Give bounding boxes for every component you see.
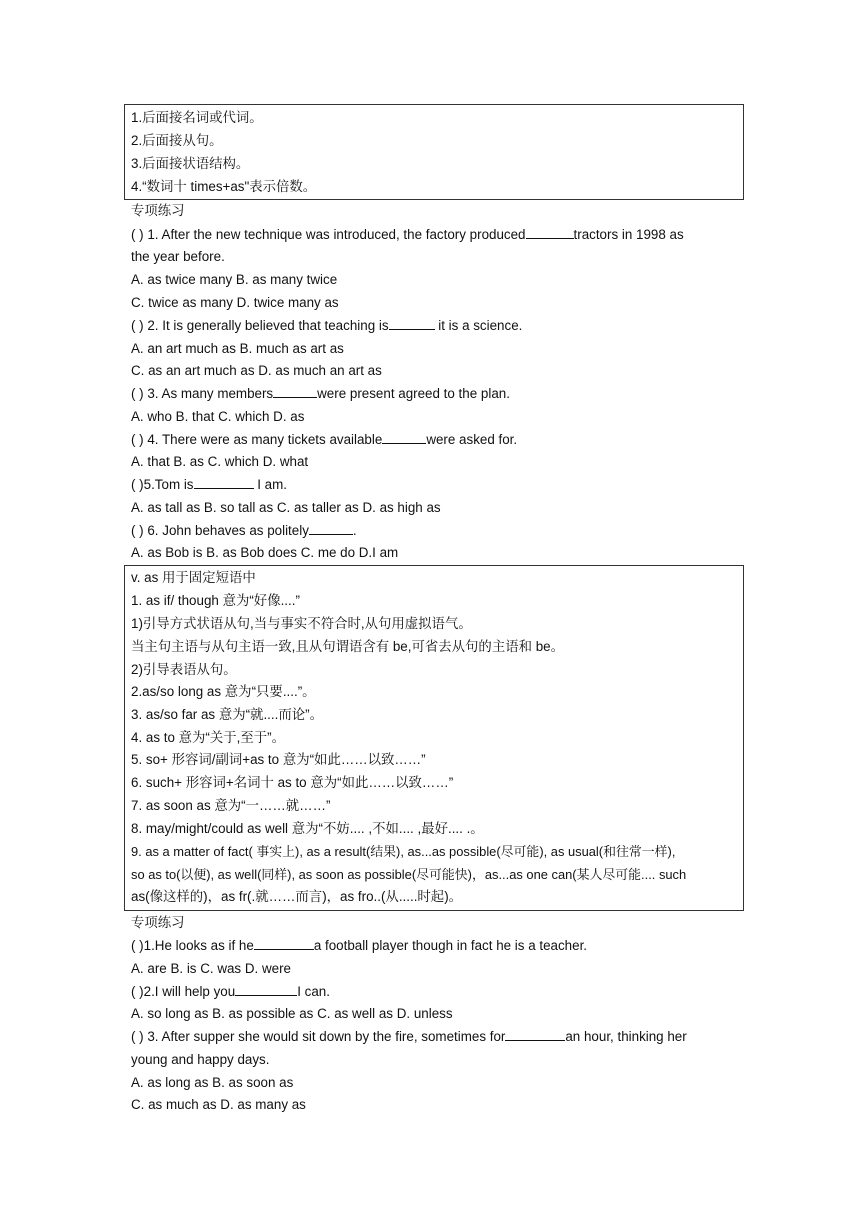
question-text: ( ) 3. As many members bbox=[131, 386, 274, 401]
options-line: C. as much as D. as many as bbox=[131, 1097, 306, 1112]
options-line: A. as Bob is B. as Bob does C. me do D.I am bbox=[131, 545, 399, 560]
rule-line: 8. may/might/could as well 意为“不妨.... ,不如.... ,最好.... .。 bbox=[131, 821, 484, 836]
question-1 bbox=[131, 225, 684, 245]
question-text: an hour, thinking her bbox=[565, 1029, 687, 1044]
section-heading: 专项练习 bbox=[131, 915, 185, 930]
rule-line: 5. so+ 形容词/副词+as to 意为“如此……以致……” bbox=[131, 752, 426, 767]
options-line: A. that B. as C. which D. what bbox=[131, 454, 309, 469]
rule-line: 3.后面接状语结构。 bbox=[131, 156, 250, 171]
question-text: . bbox=[352, 523, 357, 538]
options-line: A. as tall as B. so tall as C. as taller as D. as high as bbox=[131, 500, 441, 515]
answer-blank bbox=[382, 431, 426, 444]
question-text: were present agreed to the plan. bbox=[317, 386, 510, 401]
question-2 bbox=[131, 316, 522, 336]
options-line: C. as an art much as D. as much an art as bbox=[131, 363, 382, 378]
rule-line: 4.“数词十 times+as"表示倍数。 bbox=[131, 179, 317, 194]
answer-blank bbox=[309, 522, 353, 535]
question-text: I am. bbox=[253, 477, 287, 492]
question-text: ( )5.Tom is bbox=[131, 477, 194, 492]
options-line: A. as twice many B. as many twice bbox=[131, 272, 338, 287]
rule-line: 6. such+ 形容词+名词十 as to 意为“如此……以致……” bbox=[131, 775, 454, 790]
rule-line: 3. as/so far as 意为“就....而论”。 bbox=[131, 707, 323, 722]
question-5 bbox=[131, 475, 287, 495]
rule-line: as(像这样的)，as fr(.就……而言)，as fro..(从.....时起)。 bbox=[131, 889, 463, 904]
question-text: a football player though in fact he is a teacher. bbox=[313, 938, 588, 953]
options-line: A. as long as B. as soon as bbox=[131, 1075, 294, 1090]
question-text: it is a science. bbox=[434, 318, 523, 333]
question-text: ( ) 1. After the new technique was introduced, the factory produced bbox=[131, 227, 526, 242]
question-4 bbox=[131, 430, 517, 450]
rule-line: 1)引导方式状语从句,当与事实不符合时,从句用虚拟语气。 bbox=[131, 616, 472, 631]
question-1 bbox=[131, 936, 587, 956]
question-3 bbox=[131, 384, 510, 404]
rule-line: 1. as if/ though 意为“好像....” bbox=[131, 593, 300, 608]
question-continuation: young and happy days. bbox=[131, 1052, 270, 1067]
answer-blank bbox=[254, 937, 314, 950]
question-text: ( ) 6. John behaves as politely bbox=[131, 523, 309, 538]
rule-line: 9. as a matter of fact( 事实上), as a result(结果), as...as possible(尽可能), as usual(和往常一样), bbox=[131, 844, 676, 859]
answer-blank bbox=[273, 385, 317, 398]
question-text: I can. bbox=[297, 984, 330, 999]
question-text: ( )2.I will help you bbox=[131, 984, 236, 999]
answer-blank bbox=[389, 317, 435, 330]
question-2 bbox=[131, 982, 330, 1002]
rule-line: v. as 用于固定短语中 bbox=[131, 570, 256, 585]
options-line: C. twice as many D. twice many as bbox=[131, 295, 339, 310]
question-3 bbox=[131, 1027, 687, 1047]
options-line: A. so long as B. as possible as C. as well as D. unless bbox=[131, 1006, 453, 1021]
rule-line: 2)引导表语从句。 bbox=[131, 662, 237, 677]
options-line: A. are B. is C. was D. were bbox=[131, 961, 291, 976]
question-6 bbox=[131, 521, 357, 541]
rule-line: 2.后面接从句。 bbox=[131, 133, 223, 148]
rule-line: 1.后面接名词或代词。 bbox=[131, 110, 263, 125]
question-text: ( ) 3. After supper she would sit down by the fire, sometimes for bbox=[131, 1029, 506, 1044]
answer-blank bbox=[235, 983, 297, 996]
question-text: tractors in 1998 as bbox=[573, 227, 684, 242]
options-line: A. who B. that C. which D. as bbox=[131, 409, 305, 424]
options-line: A. an art much as B. much as art as bbox=[131, 341, 344, 356]
answer-blank bbox=[194, 476, 254, 489]
question-text: ( )1.He looks as if he bbox=[131, 938, 254, 953]
section-heading: 专项练习 bbox=[131, 203, 185, 218]
answer-blank bbox=[505, 1028, 565, 1041]
rule-line: so as to(以便), as well(同样), as soon as possible(尽可能快)，as...as one can(某人尽可能.... such bbox=[131, 867, 687, 882]
answer-blank bbox=[526, 226, 574, 239]
rule-line: 7. as soon as 意为“一……就……” bbox=[131, 798, 331, 813]
question-text: ( ) 2. It is generally believed that teaching is bbox=[131, 318, 389, 333]
question-text: ( ) 4. There were as many tickets available bbox=[131, 432, 383, 447]
question-text: were asked for. bbox=[426, 432, 518, 447]
rule-line: 当主句主语与从句主语一致,且从句谓语含有 be,可省去从句的主语和 be。 bbox=[131, 639, 564, 654]
rule-line: 4. as to 意为“关于,至于”。 bbox=[131, 730, 286, 745]
question-continuation: the year before. bbox=[131, 249, 225, 264]
rule-line: 2.as/so long as 意为“只要....”。 bbox=[131, 684, 316, 699]
